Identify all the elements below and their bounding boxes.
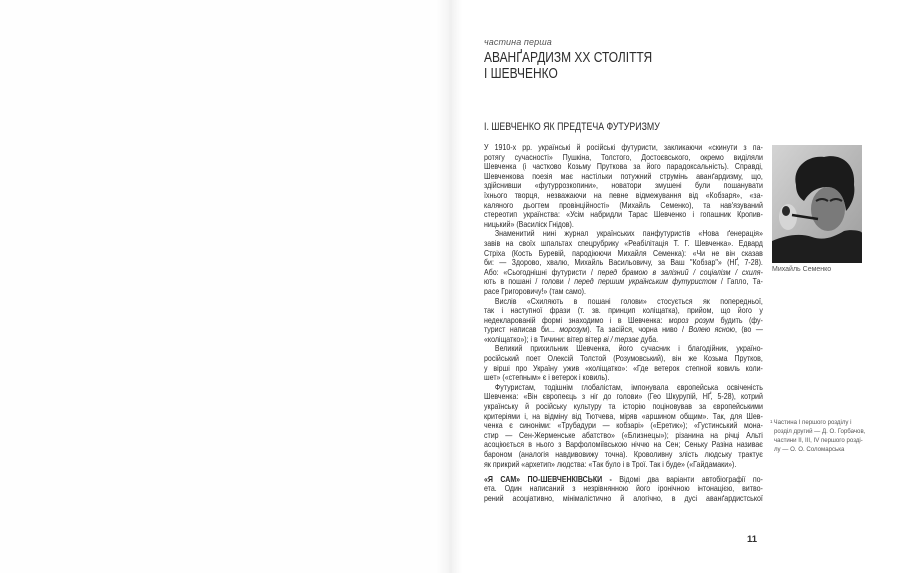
text-run: їхнього творця, незважаючи на певне відмежування від «Кобзаря», «за- (484, 189, 763, 200)
footnote (770, 418, 866, 454)
text-run: завів на своїх шпальтах спецрубрику «Реабілітація Т. Г. Шевченка». Едвард (484, 237, 763, 248)
footnote-line (770, 418, 866, 427)
footnote-line: частини ІІ, ІІІ, ІV першого розді- (774, 437, 863, 444)
text-run: так і наступної фрази (т. зв. принцип коліщатка), прийом, що його у (484, 305, 763, 316)
text-run: як прикрий «архетип» людства: «Так було і в Трої. Так і буде» («Гайдамаки»). (484, 458, 737, 469)
body-paragraph (484, 344, 763, 382)
text-run: Відомі два варіанти автобіографії по- (619, 473, 763, 484)
text-run: У 1910-х рр. українські й російські футуристи, закликаючи «скинути з па- (484, 142, 763, 152)
text-run: Або: «Сьогоднішні футуристи / (484, 266, 598, 277)
body-paragraph (484, 297, 763, 345)
chapter-title-line: АВАНҐАРДИЗМ ХХ СТОЛІТТЯ (484, 50, 653, 66)
portrait-photo (772, 145, 862, 263)
text-run: «коліщатко»); і в Тичини: вітер вітер (484, 333, 604, 344)
text-run: ета. Один написаний з незрівнянною його іронічною інтонацією, витво- (484, 483, 763, 494)
chapter-title-line: І ШЕВЧЕНКО (484, 66, 558, 82)
text-run: українську й російську культуру та історію поціновував за європейськими (484, 401, 763, 412)
text-run: ). Та засійся, чорна ниво / (587, 324, 689, 335)
text-run: ротягу сучасності» Пушкіна, Толстого, Достоєвського, окремо виділяли (484, 151, 763, 162)
run-in-heading: «Я САМ» ПО-ШЕВЧЕНКІВСЬКИ - (484, 473, 620, 484)
text-run: стереотип українства: «Усім набридли Тарас Шевченко і гопашник Кропив- (484, 209, 763, 220)
text-run: дуба. (638, 333, 659, 344)
italic-text: мороз розум (668, 314, 715, 325)
pipe-bowl-shape (782, 206, 790, 216)
text-run: би: — Здорово, хвалю, Михайль Васильовичу, за Ваш "Кобзар"» (НҐ, 7-28). (484, 257, 763, 268)
italic-text: Волею ясною (688, 324, 735, 335)
subsection-paragraph (484, 475, 763, 504)
body-paragraph (484, 383, 763, 469)
text-run: стир — Сен-Жерменське абатство» («Близнецы»); різанина на річці Альті (484, 429, 763, 440)
body-paragraph (484, 229, 763, 296)
text-run: асоціюється в нього з Варфоломіївською ніччю на Сен; Сеньку Разіна називає (484, 439, 763, 450)
italic-text: перед першим українським футуристом (574, 276, 717, 287)
portrait-image (772, 145, 862, 263)
text-run: критеріями і, на відміну від Тютчева, міряв «аршином общим». Так, для Шев- (484, 410, 763, 421)
footnote-mark: 1 (770, 419, 773, 424)
article-body (484, 143, 763, 504)
text-line (484, 460, 763, 470)
text-run: ницький» (Василіск Гнідов). (484, 218, 574, 229)
italic-text: морозум (559, 324, 588, 335)
text-run: / Гапло, Та- (716, 276, 763, 287)
text-run: Великий прихильник Шевченка, його сучасник і благодійник, україно- (494, 343, 763, 354)
photo-caption: Михайль Семенко (772, 266, 832, 273)
text-run: Шевченка: «Він європеєць з ніг до голови» (Гео Шкурупій, НҐ, 5-28), котрий (484, 391, 763, 402)
chapter-title (484, 50, 697, 82)
italic-text: перед брамою в залізний / соціалізм / схиля- (597, 266, 763, 277)
text-run: шет» («степным» є і ветерок і ковиль). (484, 372, 610, 383)
footnote-line: лу — О. О. Соломарська (774, 446, 845, 453)
body-paragraph (484, 143, 763, 229)
text-run: рений асоціативно, мінімалістично й алогічно, в дусі аванґардистської (484, 492, 763, 503)
text-run: , (во — (734, 324, 763, 335)
text-run: у вірші про Україну ужив «коліщатко»: «Где ветерок степной ковиль коли- (484, 362, 763, 373)
text-run: Футуристам, тодішнім глобалістам, імпонувала європейська освіченість (494, 381, 763, 392)
text-run: будить (фу- (714, 314, 763, 325)
text-run: ченка є синоніми: «Трубадури — кобзарі» («Еретик»); «Густинський мона- (484, 420, 763, 431)
text-run: недекларованій формі знаходимо і в Шевченка: (484, 314, 669, 325)
italic-text: ві / терзає (603, 333, 639, 344)
book-gutter (436, 0, 462, 573)
text-run: турист написав би... (484, 324, 560, 335)
footnote-line: розділ другий — Д. О. Горбачов, (774, 428, 866, 435)
text-run: Вислів «Схиляють в пошані голови» стосується як попередньої, (494, 295, 763, 306)
text-run: Знаменитий нині журнал українських панфутуристів «Нова ґенерація» (494, 228, 763, 239)
part-label: частина перша (484, 37, 552, 47)
text-run: здійснивши «футуррозкопини», новатори змушені були пошанувати (484, 180, 763, 191)
page-number: 11 (747, 534, 758, 545)
text-run: бароном (аналогія навдивовижу точна). Кроволивну злість людську трактує (484, 449, 763, 459)
text-run: каляного дьогтем провінційності» (Михайль Семенко), та нав'язуваний (484, 199, 763, 210)
text-run: Шевченка (і частково Козьму Пруткова за його парадоксальність). Справді, (484, 161, 763, 172)
text-run: Стріха (Кость Буревій, пародіюючи Михайля Семенка): «Чи не він сказав (484, 247, 763, 258)
face-shape (811, 187, 845, 231)
text-run: ють в пошані / голови / (484, 276, 575, 287)
footnote-text: Частина І першого розділу і (773, 419, 852, 426)
text-line (484, 494, 763, 504)
text-run: російський поет Олексій Толстой (Розумовський), він же Козьма Прутков, (484, 353, 763, 364)
text-run: расе Григоровичу!» (там само). (484, 285, 586, 296)
text-run: Шевченкова поезія має настільки потужний струмінь аванґардизму, що, (484, 170, 763, 181)
section-heading: І. ШЕВЧЕНКО ЯК ПРЕДТЕЧА ФУТУРИЗМУ (484, 121, 660, 133)
